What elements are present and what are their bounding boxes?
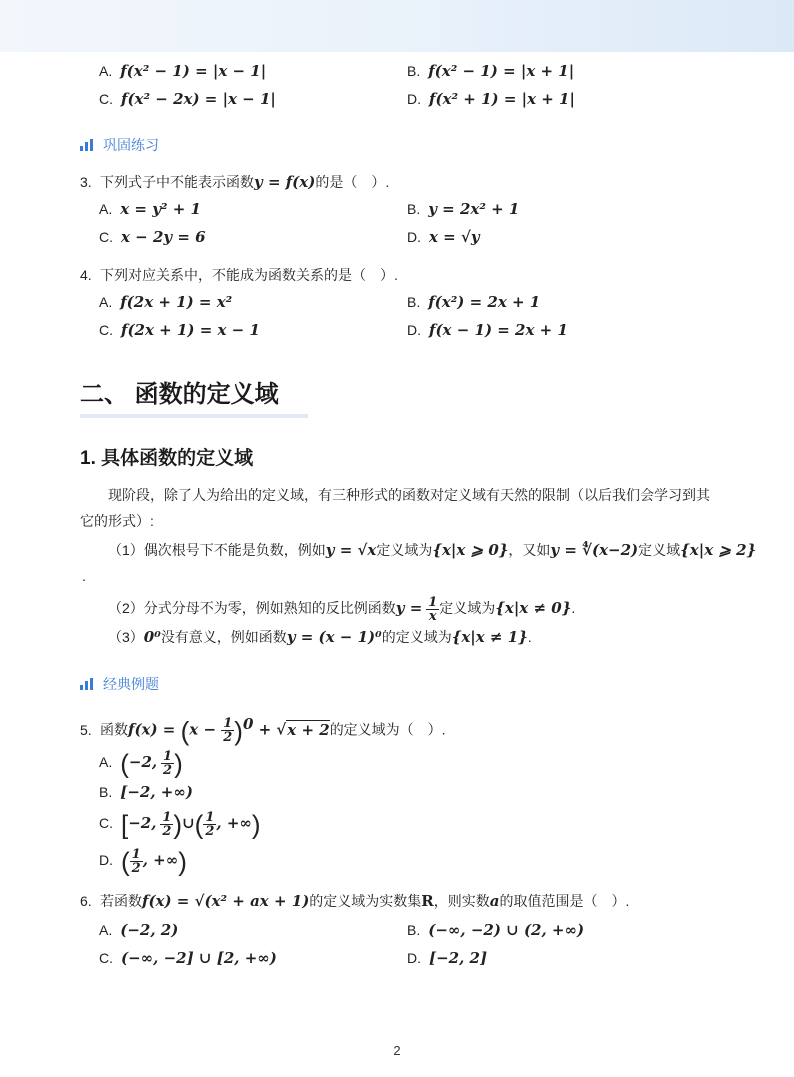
option-d: D. f(x − 1) = 2x + 1 xyxy=(407,321,568,339)
rule-1-tail: . xyxy=(82,568,86,584)
question-6: 6. 若函数f(x) = √(x² + ax + 1)的定义域为实数集R，则实数a的取值范围是（ ）. xyxy=(80,892,630,910)
option-c: C. f(2x + 1) = x − 1 xyxy=(99,321,260,339)
option-a: A. (−2, 2) xyxy=(99,921,179,939)
subsection-heading: 1. 具体函数的定义域 xyxy=(80,448,254,469)
question-5: 5. 函数f(x) = (x − $\frac{1}{2}$ )$^0$ + √x + 2的定义域为（ ）. xyxy=(80,715,446,746)
intro-line-2: 它的形式）: xyxy=(80,513,154,529)
option-c: C. [−2, $\frac{1}{2}$ )∪( $\frac{1}{2}$ , +∞) xyxy=(99,809,261,840)
rule-3: （3）0⁰没有意义，例如函数y = (x − 1)⁰的定义域为{x|x ≠ 1}. xyxy=(108,628,532,646)
option-d: D. [−2, 2] xyxy=(407,949,488,967)
page-number: 2 xyxy=(393,1043,401,1058)
intro-line-1: 现阶段，除了人为给出的定义域，有三种形式的函数对定义域有天然的限制（以后我们会学习到其 xyxy=(108,487,710,503)
section-subheading-examples: 经典例题 xyxy=(80,674,159,694)
option-a: A. x = y² + 1 xyxy=(99,200,201,218)
question-3: 3. 下列式子中不能表示函数y = f(x)的是（ ）. xyxy=(80,173,390,191)
header-band xyxy=(0,0,794,52)
option-b: B. (−∞, −2) ∪ (2, +∞) xyxy=(407,921,585,939)
section-heading: 二、 函数的定义域 xyxy=(80,381,279,408)
heading-underline xyxy=(80,414,308,418)
option-a: A. f(2x + 1) = x² xyxy=(99,293,233,311)
bar-chart-icon xyxy=(80,678,93,690)
option-d: D. f(x² + 1) = |x + 1| xyxy=(407,90,575,108)
option-d: D. x = √y xyxy=(407,228,480,246)
option-b: B. [−2, +∞) xyxy=(99,783,193,801)
option-b: B. y = 2x² + 1 xyxy=(407,200,520,218)
fraction: $\frac{1}{x}$ xyxy=(428,594,438,624)
rule-1: （1）偶次根号下不能是负数，例如y = √x定义域为{x|x ⩾ 0}，又如y = ∜(x−2)定义域{x|x ⩾ 2} xyxy=(108,541,757,559)
bar-chart-icon xyxy=(80,139,93,151)
option-c: C. f(x² − 2x) = |x − 1| xyxy=(99,90,276,108)
option-c: C. x − 2y = 6 xyxy=(99,228,206,246)
question-4: 4. 下列对应关系中，不能成为函数关系的是（ ）. xyxy=(80,267,398,283)
option-c: C. (−∞, −2] ∪ [2, +∞) xyxy=(99,949,277,967)
option-a: A. f(x² − 1) = |x − 1| xyxy=(99,62,267,80)
option-d: D. ( $\frac{1}{2}$ , +∞) xyxy=(99,846,187,877)
rule-2: （2）分式分母不为零，例如熟知的反比例函数y = $\frac{1}{x}$ 定义域为{x|x ≠ 0}. xyxy=(108,594,576,624)
option-b: B. f(x² − 1) = |x + 1| xyxy=(407,62,575,80)
section-subheading-practice: 巩固练习 xyxy=(80,135,159,155)
option-b: B. f(x²) = 2x + 1 xyxy=(407,293,541,311)
option-a: A. (−2, $\frac{1}{2}$ ) xyxy=(99,748,183,779)
